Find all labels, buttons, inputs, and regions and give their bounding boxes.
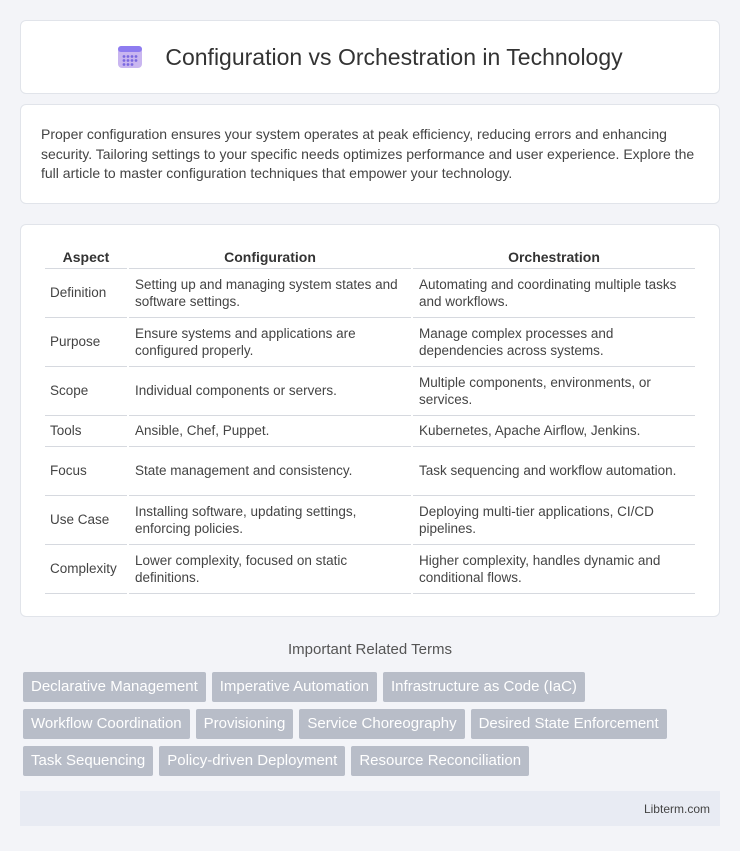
calendar-grid-icon [117,44,143,70]
table-row [45,416,695,447]
intro-card [20,104,720,204]
related-term-tag[interactable]: Infrastructure as Code (IaC) [383,672,585,702]
cell-configuration: Setting up and managing system states and software settings. [129,269,411,318]
cell-orchestration: Kubernetes, Apache Airflow, Jenkins. [413,416,695,447]
related-terms-title: Important Related Terms [288,641,452,658]
table-row [45,545,695,594]
page-title: Configuration vs Orchestration in Technology [165,43,623,70]
table-row [45,367,695,416]
cell-configuration: Ensure systems and applications are configured properly. [129,318,411,367]
cell-orchestration: Manage complex processes and dependencies across systems. [413,318,695,367]
cell-orchestration: Task sequencing and workflow automation. [413,447,695,496]
cell-orchestration: Higher complexity, handles dynamic and conditional flows. [413,545,695,594]
cell-configuration: State management and consistency. [129,447,411,496]
table-row [45,269,695,318]
table-header-row [45,245,695,269]
table-row [45,496,695,545]
cell-aspect: Complexity [45,545,127,594]
related-term-tag[interactable]: Desired State Enforcement [471,709,667,739]
comparison-table-card [20,224,720,617]
header-configuration: Configuration [129,245,411,269]
related-terms-list [20,672,720,776]
related-term-tag[interactable]: Task Sequencing [23,746,153,776]
cell-aspect: Focus [45,447,127,496]
cell-configuration: Individual components or servers. [129,367,411,416]
footer [20,791,720,826]
related-term-tag[interactable]: Resource Reconciliation [351,746,529,776]
related-term-tag[interactable]: Policy-driven Deployment [159,746,345,776]
footer-site-link[interactable]: Libterm.com [643,801,710,816]
header-aspect: Aspect [45,245,127,269]
related-term-tag[interactable]: Workflow Coordination [23,709,190,739]
cell-orchestration: Automating and coordinating multiple tasks and workflows. [413,269,695,318]
related-term-tag[interactable]: Declarative Management [23,672,206,702]
cell-configuration: Lower complexity, focused on static definitions. [129,545,411,594]
table-row [45,447,695,496]
cell-aspect: Purpose [45,318,127,367]
cell-aspect: Definition [45,269,127,318]
cell-aspect: Use Case [45,496,127,545]
table-row [45,318,695,367]
cell-configuration: Installing software, updating settings, enforcing policies. [129,496,411,545]
related-term-tag[interactable]: Imperative Automation [212,672,377,702]
header-card [20,20,720,94]
intro-text: Proper configuration ensures your system operates at peak efficiency, reducing errors and enhancing security. Tailoring settings to your specific needs optimizes performance and user experience. Explore the full article to master configuration techniques that empower your technology. [41,126,695,181]
comparison-table [43,245,697,594]
cell-orchestration: Deploying multi-tier applications, CI/CD pipelines. [413,496,695,545]
header-orchestration: Orchestration [413,245,695,269]
cell-aspect: Tools [45,416,127,447]
cell-aspect: Scope [45,367,127,416]
related-term-tag[interactable]: Service Choreography [299,709,464,739]
cell-configuration: Ansible, Chef, Puppet. [129,416,411,447]
related-term-tag[interactable]: Provisioning [196,709,294,739]
cell-orchestration: Multiple components, environments, or services. [413,367,695,416]
